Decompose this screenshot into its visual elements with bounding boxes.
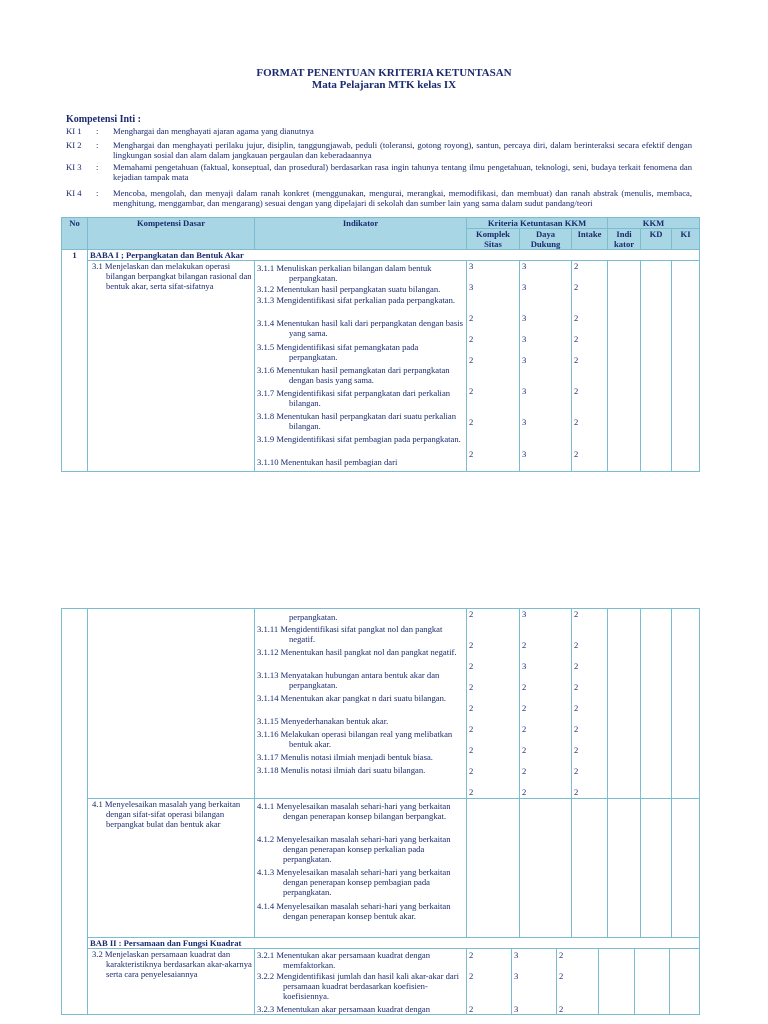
indikator-item: 3.2.1 Menentukan akar persamaan kuadrat dengan memfaktorkan. bbox=[257, 950, 430, 970]
table-row bbox=[62, 609, 700, 799]
indikator-cell bbox=[255, 799, 467, 938]
ki-colon: : bbox=[96, 126, 99, 136]
score-value: 3 bbox=[469, 282, 474, 292]
indikator-item: 3.1.8 Menentukan hasil perpangkatan dari suatu perkalian bilangan. bbox=[257, 411, 457, 431]
indikator-item: 3.1.13 Menyatakan hubungan antara bentuk akar dan perpangkatan. bbox=[257, 670, 440, 690]
indikator-item: perpangkatan. bbox=[289, 612, 338, 622]
indikator-item: 4.1.2 Menyelesaikan masalah sehari-hari yang berkaitan dengan penerapan konsep perkalian pada perpangkatan. bbox=[257, 834, 451, 864]
header-no: No bbox=[62, 218, 88, 250]
indikator-cell bbox=[255, 609, 467, 799]
ki-colon: : bbox=[96, 188, 99, 198]
score-value: 2 bbox=[574, 334, 579, 344]
indikator-item: 3.1.4 Menentukan hasil kali dari perpangkatan dengan basis yang sama. bbox=[257, 318, 463, 338]
score-value: 3 bbox=[522, 261, 527, 271]
header-intake: Intake bbox=[572, 229, 608, 250]
bab-heading: BAB II : Persamaan dan Fungsi Kuadrat bbox=[88, 938, 700, 949]
indikator-item: 3.1.15 Menyederhanakan bentuk akar. bbox=[257, 716, 389, 726]
ki-row-3 bbox=[66, 162, 692, 182]
score-value: 2 bbox=[469, 334, 474, 344]
kompetensi-dasar-text: 3.2 Menjelaskan persamaan kuadrat dan karakteristiknya berdasarkan akar-akarnya serta cara penyelesaiannya bbox=[92, 949, 252, 979]
ki-code: KI 2 bbox=[66, 140, 82, 150]
kompleksitas-cell: 2 2 2 bbox=[467, 949, 512, 1015]
score-value: 2 bbox=[574, 313, 579, 323]
table-header-row bbox=[62, 218, 700, 229]
kkm-kd-cell bbox=[641, 261, 672, 472]
score-value: 3 bbox=[522, 449, 527, 459]
header-kd: KD bbox=[641, 229, 672, 250]
kompleksitas-cell: 2 2 2 2 2 2 2 2 2 bbox=[467, 609, 520, 799]
score-value: 2 bbox=[469, 417, 474, 427]
score-value: 2 bbox=[574, 417, 579, 427]
kkm-table-part1 bbox=[61, 217, 700, 472]
indikator-item: 3.1.11 Mengidentifikasi sifat pangkat nol dan pangkat negatif. bbox=[257, 624, 443, 644]
kompetensi-dasar-text: 3.1 Menjelaskan dan melakukan operasi bilangan berpangkat bilangan rasional dan bentuk akar, serta sifat-sifatnya bbox=[92, 261, 252, 291]
indikator-item: 3.1.12 Menentukan hasil pangkat nol dan pangkat negatif. bbox=[257, 647, 457, 657]
ki-row-1 bbox=[66, 126, 692, 136]
indikator-item: 3.2.3 Menentukan akar persamaan kuadrat dengan bbox=[257, 1004, 430, 1014]
ki-colon: : bbox=[96, 162, 99, 172]
header-indikator: Indikator bbox=[255, 218, 467, 250]
indikator-item: 3.2.2 Mengidentifikasi jumlah dan hasil kali akar-akar dari persamaan kuadrat berdasarkan koefisien-koefisiennya. bbox=[257, 971, 459, 1001]
score-value: 2 bbox=[574, 449, 579, 459]
kompetensi-dasar-text: 4.1 Menyelesaikan masalah yang berkaitan dengan sifat-sifat operasi bilangan berpangkat bulat dan bentuk akar bbox=[92, 799, 241, 829]
indikator-item: 3.1.9 Mengidentifikasi sifat pembagian pada perpangkatan. bbox=[257, 434, 461, 444]
indikator-item: 3.1.1 Menuliskan perkalian bilangan dalam bentuk perpangkatan. bbox=[257, 263, 432, 283]
score-value: 2 bbox=[469, 313, 474, 323]
intake-cell: 2 2 2 bbox=[557, 949, 599, 1015]
ki-code: KI 3 bbox=[66, 162, 82, 172]
kompetensi-dasar-cell bbox=[88, 949, 255, 1015]
kompetensi-dasar-cell bbox=[88, 261, 255, 472]
kkm-table-part2 bbox=[61, 608, 700, 938]
table-row bbox=[62, 938, 700, 949]
header-kriteria: Kriteria Ketuntasan KKM bbox=[467, 218, 608, 229]
document-subtitle: Mata Pelajaran MTK kelas IX bbox=[311, 79, 457, 91]
table-row bbox=[62, 261, 700, 472]
ki-text: Memahami pengetahuan (faktual, konseptual, dan prosedural) berdasarkan rasa ingin tahunya tentang ilmu pengetahuan, teknologi, seni, budaya terkait fenomena dan kejadian tampak mata bbox=[113, 162, 692, 182]
header-indi-kator: Indi kator bbox=[608, 229, 641, 250]
ki-text: Menghargai dan menghayati ajaran agama yang dianutnya bbox=[113, 126, 314, 136]
indikator-item: 3.1.18 Menulis notasi ilmiah dari suatu bilangan. bbox=[257, 765, 426, 775]
header-ki: KI bbox=[672, 229, 700, 250]
kkm-indikator-cell bbox=[608, 261, 641, 472]
kompetensi-dasar-cell bbox=[88, 609, 255, 799]
indikator-item: 3.1.14 Menentukan akar pangkat n dari suatu bilangan. bbox=[257, 693, 447, 703]
document-title: FORMAT PENENTUAN KRITERIA KETUNTASAN bbox=[256, 67, 512, 79]
daya-dukung-cell: 3 3 3 bbox=[512, 949, 557, 1015]
kompleksitas-cell bbox=[467, 261, 520, 472]
ki-code: KI 4 bbox=[66, 188, 82, 198]
score-value: 3 bbox=[522, 355, 527, 365]
ki-row-4 bbox=[66, 188, 692, 208]
score-value: 2 bbox=[469, 355, 474, 365]
score-value: 3 bbox=[522, 313, 527, 323]
score-value: 2 bbox=[574, 355, 579, 365]
row-number: 1 bbox=[62, 250, 88, 261]
daya-dukung-cell: 3 2 3 2 2 2 2 2 2 bbox=[520, 609, 572, 799]
ki-text: Menghargai dan menghayati perilaku jujur, disiplin, tanggungjawab, peduli (toleransi, gotong royong), santun, percaya diri, dalam berinteraksi secara efektif dengan lingkungan sosial dan alam dalam jangkauan pergaulan dan keberadaannya bbox=[113, 140, 692, 160]
indikator-cell bbox=[255, 261, 467, 472]
score-value: 3 bbox=[522, 386, 527, 396]
score-value: 2 bbox=[574, 386, 579, 396]
table-row bbox=[62, 949, 700, 1015]
score-value: 2 bbox=[469, 386, 474, 396]
indikator-item: 3.1.3 Mengidentifikasi sifat perkalian pada perpangkatan. bbox=[257, 295, 456, 305]
indikator-item: 3.1.10 Menentukan hasil pembagian dari bbox=[257, 457, 398, 467]
kompetensi-inti-heading: Kompetensi Inti : bbox=[66, 114, 141, 125]
score-value: 3 bbox=[522, 282, 527, 292]
kkm-table-part3 bbox=[61, 937, 700, 1015]
indikator-item: 3.1.6 Menentukan hasil pemangkatan dari perpangkatan dengan basis yang sama. bbox=[257, 365, 450, 385]
ki-colon: : bbox=[96, 140, 99, 150]
bab-heading: BABA I ; Perpangkatan dan Bentuk Akar bbox=[88, 250, 700, 261]
kkm-ki-cell bbox=[672, 261, 700, 472]
header-kkm: KKM bbox=[608, 218, 700, 229]
indikator-item: 4.1.3 Menyelesaikan masalah sehari-hari yang berkaitan dengan penerapan konsep pembagian pada perpangkatan. bbox=[257, 867, 451, 897]
daya-dukung-cell bbox=[520, 261, 572, 472]
indikator-item: 3.1.2 Menentukan hasil perpangkatan suatu bilangan. bbox=[257, 284, 441, 294]
indikator-item: 4.1.1 Menyelesaikan masalah sehari-hari yang berkaitan dengan penerapan konsep bilangan berpangkat. bbox=[257, 801, 451, 821]
indikator-item: 3.1.7 Mengidentifikasi sifat perpangkatan dari perkalian bilangan. bbox=[257, 388, 451, 408]
table-row bbox=[62, 250, 700, 261]
score-value: 3 bbox=[522, 417, 527, 427]
table-row bbox=[62, 799, 700, 938]
score-value: 2 bbox=[469, 449, 474, 459]
score-value: 3 bbox=[469, 261, 474, 271]
indikator-cell bbox=[255, 949, 467, 1015]
score-value: 3 bbox=[522, 334, 527, 344]
indikator-item: 3.1.5 Mengidentifikasi sifat pemangkatan pada perpangkatan. bbox=[257, 342, 419, 362]
intake-cell bbox=[572, 261, 608, 472]
indikator-item: 3.1.16 Melakukan operasi bilangan real yang melibatkan bentuk akar. bbox=[257, 729, 453, 749]
score-value: 2 bbox=[574, 261, 579, 271]
header-kompleksitas: Komplek Sitas bbox=[467, 229, 520, 250]
indikator-item: 4.1.4 Menyelesaikan masalah sehari-hari yang berkaitan dengan penerapan konsep bentuk akar. bbox=[257, 901, 451, 921]
header-kompetensi-dasar: Kompetensi Dasar bbox=[88, 218, 255, 250]
ki-code: KI 1 bbox=[66, 126, 82, 136]
header-daya-dukung: Daya Dukung bbox=[520, 229, 572, 250]
indikator-item: 3.1.17 Menulis notasi ilmiah menjadi bentuk biasa. bbox=[257, 752, 433, 762]
ki-row-2 bbox=[66, 140, 692, 160]
score-value: 2 bbox=[574, 282, 579, 292]
intake-cell: 2 2 2 2 2 2 2 2 2 bbox=[572, 609, 608, 799]
kompetensi-dasar-cell bbox=[88, 799, 255, 938]
ki-text: Mencoba, mengolah, dan menyaji dalam ranah konkret (menggunakan, mengurai, merangkai, memodifikasi, dan membuat) dan ranah abstrak (menulis, membaca, menghitung, menggambar, dan mengarang) sesuai dengan yang dipelajari di sekolah dan sumber lain yang sama dalam sudut pandang/teori bbox=[113, 188, 692, 208]
